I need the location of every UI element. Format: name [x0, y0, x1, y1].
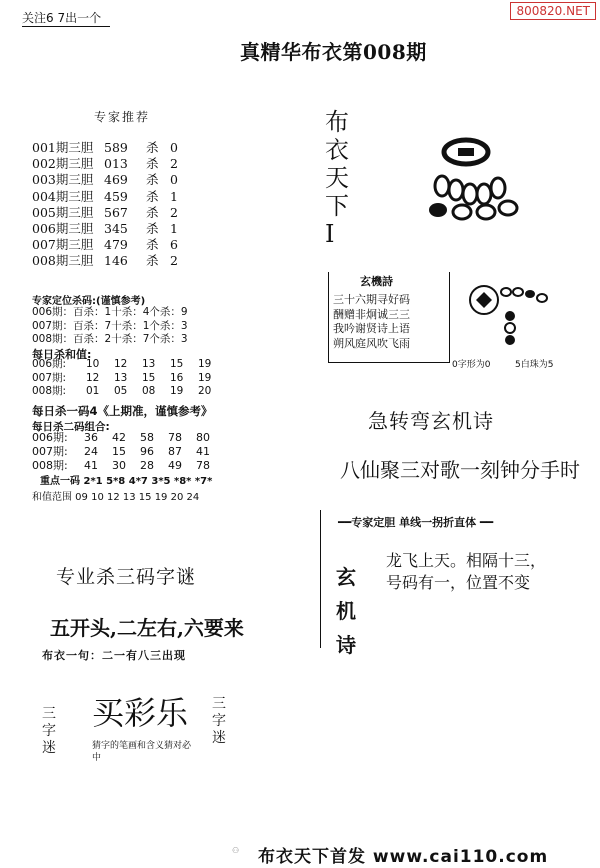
expert-list	[32, 140, 178, 270]
mi-left-label: 三字迷	[42, 706, 56, 756]
hezhi-range: 和值范围 09 10 12 13 15 19 20 24	[32, 492, 200, 503]
puzzle-title: 专业杀三码字谜	[56, 566, 197, 588]
coin-beads-art	[462, 278, 552, 348]
expert-row: 007期三胆 479 杀 6	[32, 237, 178, 253]
expert-row: 008期三胆 146 杀 2	[32, 253, 178, 269]
erma-row: 007期: 24 15 96 87 41	[32, 445, 210, 458]
xuanji-poem-lines	[333, 293, 410, 351]
coin-caption-zero: 0字形为0	[452, 360, 491, 370]
erma-row: 008期: 41 30 28 49 78	[32, 459, 210, 472]
coin-caption-five: 5白珠为5	[515, 360, 554, 370]
poem-line: 号码有一，位置不变	[386, 573, 531, 592]
ding-dan-banner: ━━专家定胆 单线一拐折直体 ━━	[338, 516, 494, 529]
column-divider	[320, 510, 321, 648]
expert-row: 005期三胆 567 杀 2	[32, 204, 178, 220]
dingwei-list	[32, 306, 188, 347]
hezhi-row: 008期: 01 05 08 19 20	[32, 385, 212, 397]
poem-line: 我吟谢贤诗上语	[333, 322, 410, 335]
poem-line: 三十六期寻好码	[333, 293, 410, 306]
erma-title: 每日杀二码组合:	[32, 421, 110, 433]
yima-title: 每日杀一码4《上期准，谨慎参考》	[32, 404, 213, 418]
xuanji-poem-label: 玄機詩	[360, 275, 393, 288]
expert-row: 002期三胆 013 杀 2	[32, 156, 178, 172]
puzzle-answer: 五开头,二左右,六要来	[50, 616, 244, 640]
expert-row: 004期三胆 459 杀 1	[32, 188, 178, 204]
baxian-line: 八仙聚三对歌一刻钟分手时	[340, 458, 580, 482]
maicaile-hint: 猜字的笔画和含义猜对必中	[92, 741, 192, 763]
erma-list	[32, 431, 224, 473]
mi-right-label: 三字迷	[212, 696, 226, 746]
poem-line: 朔风庭风吹飞雨	[333, 336, 410, 350]
dingwei-row: 006期：百杀：1十杀：4个杀：9	[32, 306, 188, 318]
top-note: 关注6 7出一个	[22, 11, 102, 25]
xuanji-vertical-label: 玄机诗	[336, 565, 356, 657]
buyi-vertical-title: 布衣天下Ⅰ	[325, 108, 349, 248]
xuanji-poem-text	[386, 550, 546, 594]
site-badge[interactable]: 800820.NET	[510, 2, 596, 20]
hezhi-list	[32, 358, 226, 399]
expert-title: 专家推荐	[94, 110, 151, 124]
expert-row: 003期三胆 469 杀 0	[32, 172, 178, 188]
main-title: 真精华布衣第008期	[240, 40, 427, 64]
coin-chain-art	[418, 128, 528, 228]
erma-row: 006期: 36 42 58 78 80	[32, 431, 210, 444]
poem-line: 龙飞上天。相隔十三，	[386, 551, 547, 570]
dingwei-row: 007期：百杀：7十杀：1个杀：3	[32, 319, 188, 332]
expert-row: 001期三胆 589 杀 0	[32, 140, 178, 155]
buyi-yiju: 布衣一句：二一有八三出现	[42, 649, 186, 662]
footer-text: 布衣天下首发 www.cai110.com	[258, 847, 549, 867]
zhongdian-yima: 重点一码 2*1 5*8 4*7 3*5 *8* *7*	[40, 476, 213, 487]
dingwei-row: 008期：百杀：2十杀：7个杀：3	[32, 333, 188, 345]
maicaile-word: 买彩乐	[92, 694, 189, 732]
footer-mark-icon: ⚇	[232, 846, 240, 855]
hezhi-row: 007期: 12 13 15 16 19	[32, 371, 212, 384]
dingwei-title: 专家定位杀码:(谨慎参考)	[32, 296, 146, 307]
jizhuan-title: 急转弯玄机诗	[368, 409, 494, 433]
top-underline	[22, 26, 110, 27]
hezhi-row: 006期: 10 12 13 15 19	[32, 358, 212, 370]
hezhi-title: 每日杀和值:	[32, 348, 92, 361]
expert-row: 006期三胆 345 杀 1	[32, 221, 178, 237]
poem-line: 酬赠非炯诚三三	[333, 307, 410, 321]
